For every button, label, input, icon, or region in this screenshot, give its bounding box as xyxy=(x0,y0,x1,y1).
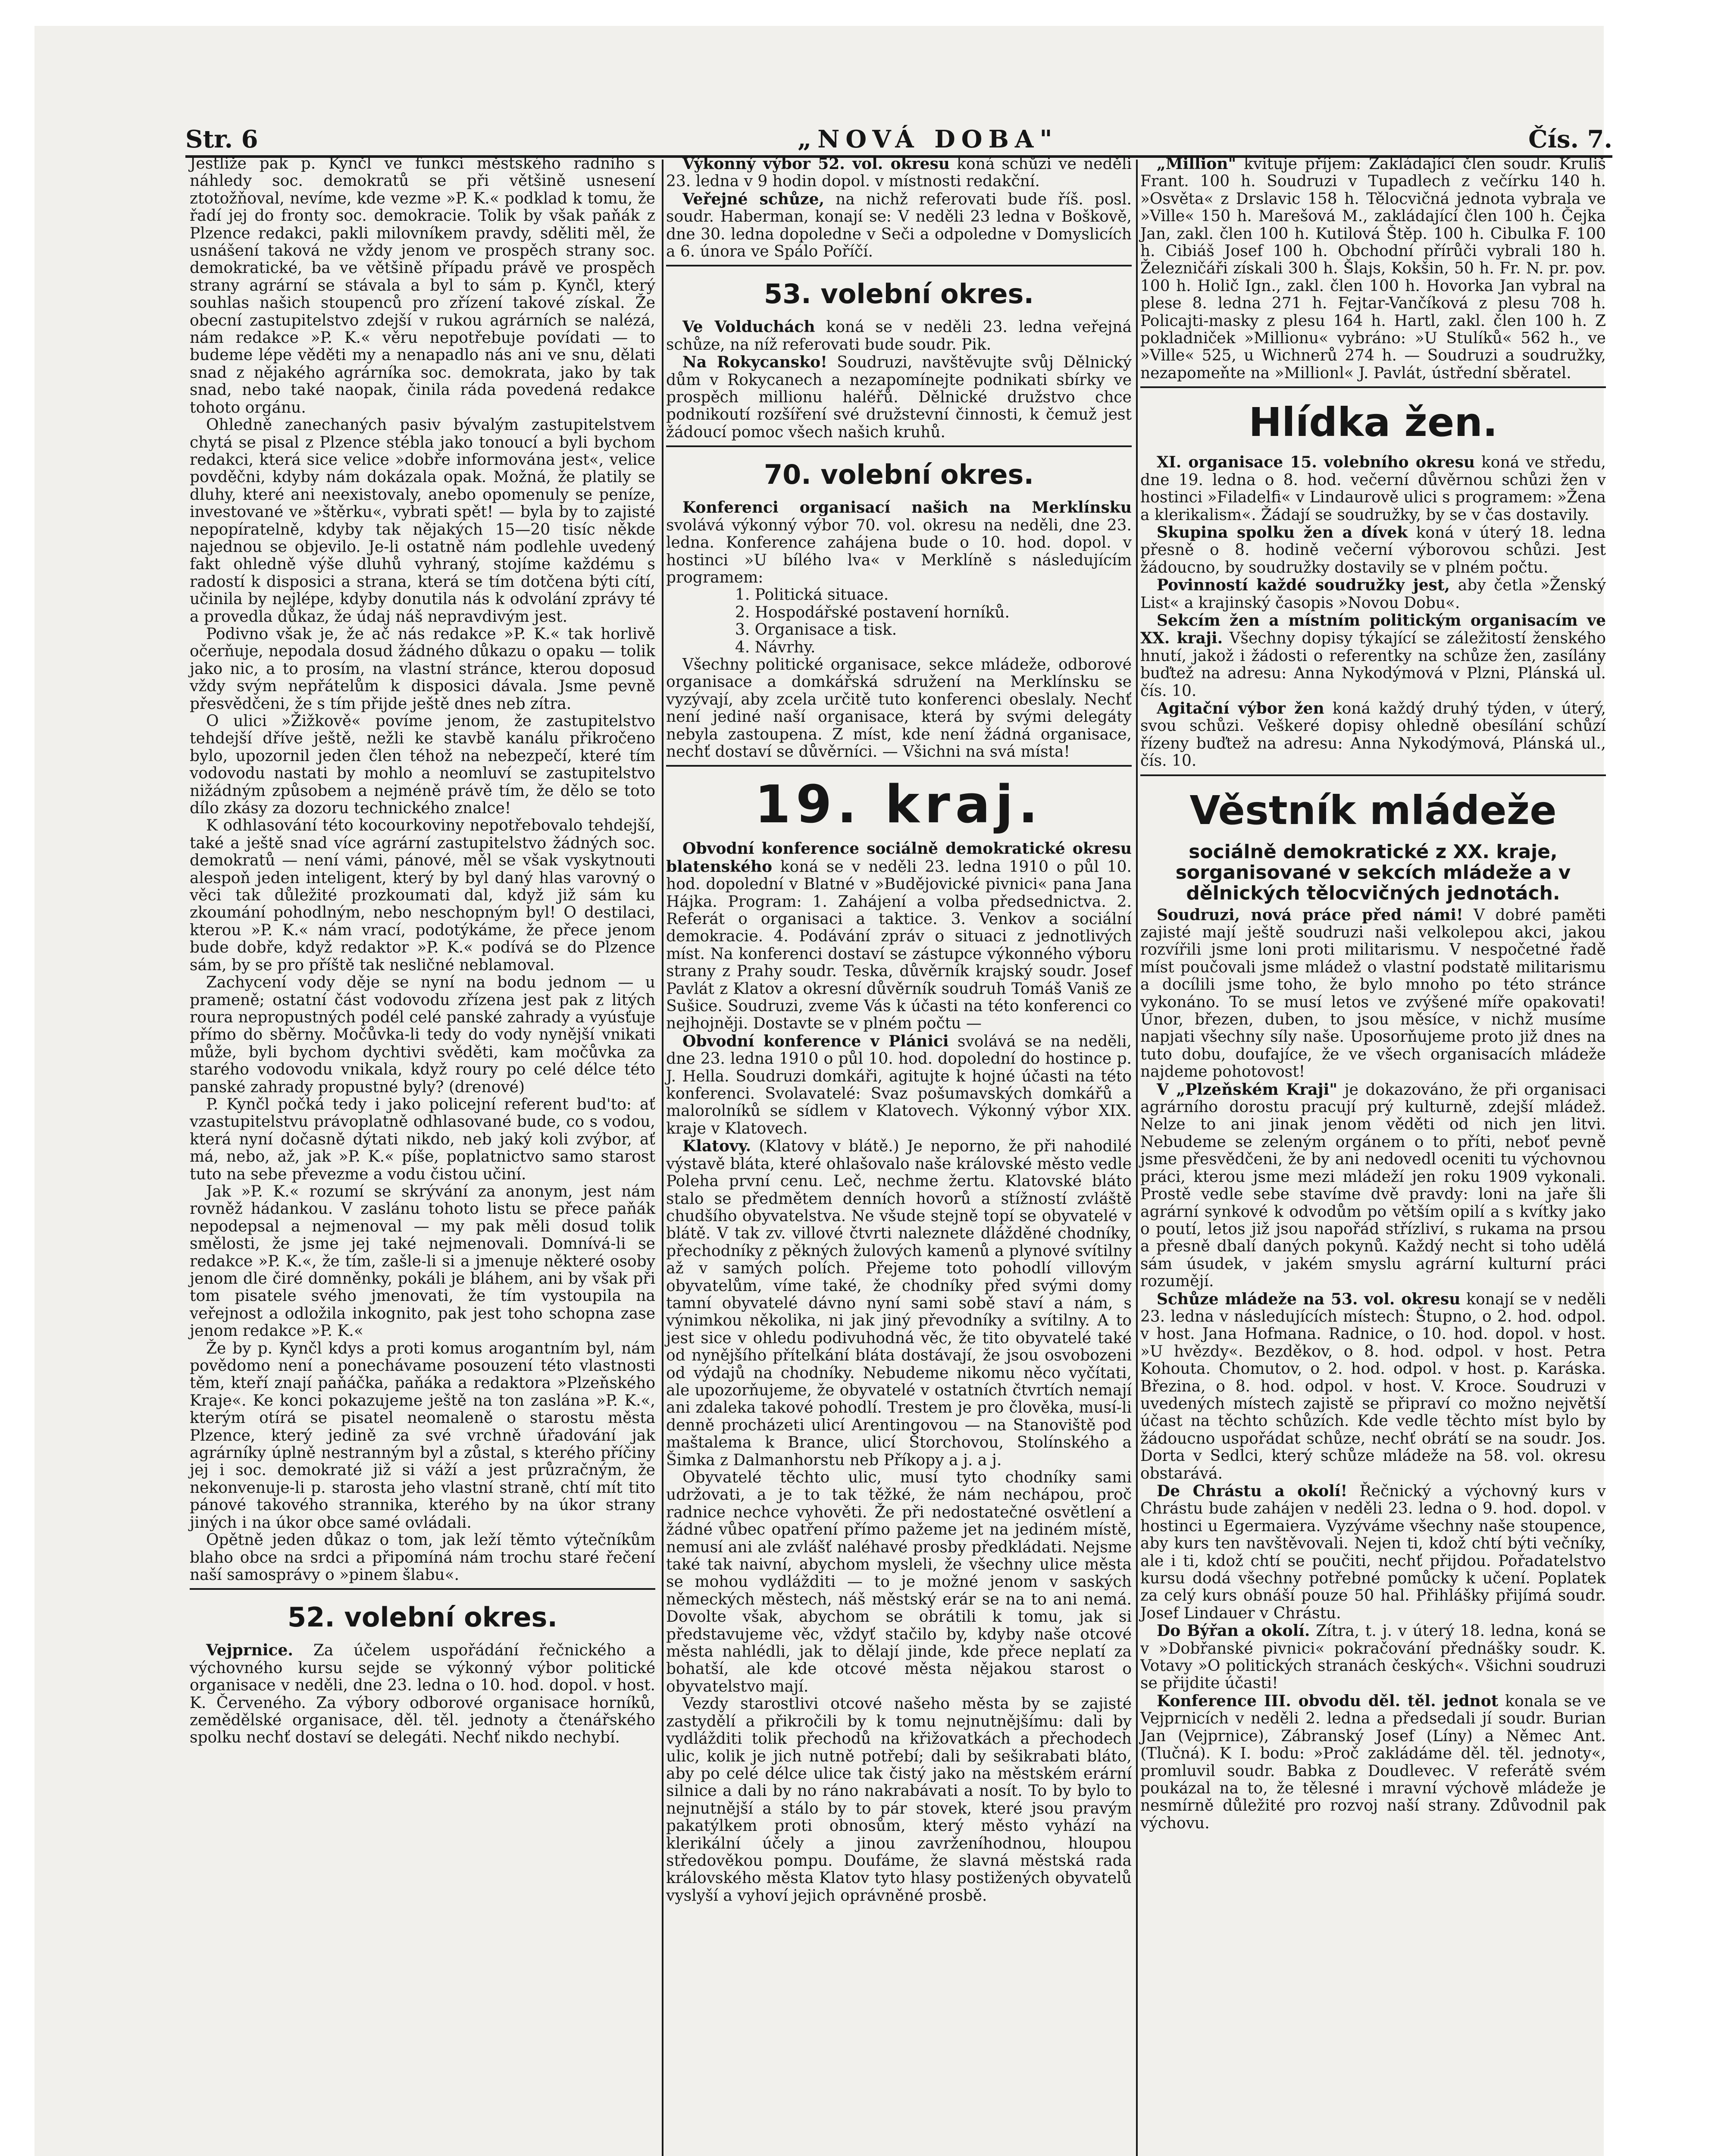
section-rule xyxy=(1140,386,1606,388)
item-lead: Konference III. obvodu děl. těl. jednot xyxy=(1157,1692,1499,1710)
item-text: V dobré paměti zajisté mají ještě soudruzi naši velkolepou akci, jakou rozvířili jsme loni proti militarismu. V nespočetné řadě míst poučovali jsme mládež o vlastní podstatě militarismu a docílili jsme toho, že bylo mnoho po této stránce vykonáno. To se musí letos ve zvýšené míře opakovati! Únor, březen, duben, to jsou měsíce, v nichž musíme napjati všechny síly naše. Uposorňujeme proto již dnes na tuto dobu, doufajíce, že ve všech organisacích mládeže najdeme pohotovost! xyxy=(1140,906,1606,1081)
item-lead: Soudruzi, nová práce před námi! xyxy=(1157,906,1463,924)
item-lead: Ve Volduchách xyxy=(682,318,815,336)
item-lead: Konferenci organisací našich na Merklínsku xyxy=(682,498,1132,517)
column-2 xyxy=(666,155,1132,2156)
item-text: koná v úterý 18. ledna přesně o 8. hodině večerní výborovou schůzi. Jest žádoucno, by soudružky dostavily se v plném počtu. xyxy=(1140,523,1606,577)
item-text: koná se v neděli 23. ledna veřejná schůze, na níž referovati bude soudr. Pik. xyxy=(666,318,1132,354)
newspaper-page xyxy=(34,26,1612,2156)
item-lead: Obvodní konference sociálně demokratické okresu blatenského xyxy=(666,840,1132,876)
col2-paragraph: Obyvatelé těchto ulic, musí tyto chodníky sami udržovati, a je to tak těžké, že nám nechápou, proč radnice nechce vyhověti. Že při nedostatečné osvětlení a žádné vůbec opatření přímo pažeme jet na jediném místě, nemusí ani ale zvlášť naléhavé prosby předkládati. Nejsme také tak naivní, abychom mysleli, že všechny ulice města se mohou vydlážditi — to je možné jenom v saských německých městech, náš městský erár se na to ani nemá. Dovolte však, abychom se obrátili k tomu, jak si představujeme věc, vždyť stačilo by, kdyby naše otcové města nahlédli, jak to dělají jinde, kde přece neplatí za bohatší, ale kde otcové města nějakou starost o obyvatelstvo mají. xyxy=(666,1469,1132,1695)
program-item: 4. Návrhy. xyxy=(735,638,816,656)
section-heading-youth: Věstník mládeže xyxy=(1189,787,1557,834)
item-lead: XI. organisace 15. volebního okresu xyxy=(1157,453,1475,472)
section-rule xyxy=(666,265,1132,266)
page-number: Str. 6 xyxy=(185,125,258,154)
item-lead: Veřejné schůze, xyxy=(682,190,825,208)
item-text: koná ve středu, dne 19. ledna o 8. hod. večerní důvěrnou schůzi žen v hostinci »Filadelfi« v Lindaurově ulici s programem: »Žena a klerikalism«. Žádají se soudružky, by se v čas dostavily. xyxy=(1140,454,1606,524)
item-lead: Skupina spolku žen a dívek xyxy=(1157,523,1408,542)
section-heading-women: Hlídka žen. xyxy=(1249,399,1498,446)
col1-paragraph: Jak »P. K.« rozumí se skrývání za anonym, jest nám rovněž hádankou. V zaslánu tohoto listu se přece paňák nepodepsal a nejmenoval — my pak měli dosud tolik smělosti, že jsme jej také nejmenovali. Domnívá-li se redakce »P. K.«, že tím, zašle-li si a jmenuje některé osoby jenom dle čiré domněnky, pokáli je bláhem, ani by však při tom pisatele svého jmenovati, že tím vystoupila na veřejnost a odložila inkognito, pak jest toho schopna zase jenom redakce »P. K.« xyxy=(190,1182,655,1340)
item-lead: Obvodní konference v Plánici xyxy=(682,1032,949,1050)
section-rule xyxy=(1140,774,1606,776)
section-heading-70: 70. volební okres. xyxy=(764,459,1034,491)
issue-number: Čís. 7. xyxy=(1528,125,1612,154)
program-item: 3. Organisace a tisk. xyxy=(735,621,897,639)
item-text: aby četla »Ženský List« a krajinský časopis »Novou Dobu«. xyxy=(1140,577,1606,612)
col2-paragraph: Vezdy starostlivi otcové našeho města by se zajisté zastydělí a přikročili by k tomu nejnutnějšímu: dali by vydlážditi tolik přechodů na křižovatkách a přechodech ulic, kolik je jich nutně potřebí; dali by sešikrabati bláto, aby po celé délce ulice tak čistý jako na městském erární silnice a dali by no ráno nakrabávati a nosít. To by bylo to nejnutnější a stálo by to pár stovek, které jsou pravým pakatýlkem proti obnosům, který město vyhází na klerikální účely a jinou zavrženíhodnou, hloupou středověkou pompu. Doufáme, že slavná městská rada královského města Klatov tyto hlasy postižených obyvatelů vyslyší a vyhoví jejich oprávněné prosbě. xyxy=(666,1695,1132,1905)
col1-paragraph: Jestliže pak p. Kynčl ve funkci městského radního s náhledy soc. demokratů se při většině usnesení ztotožňoval, nevíme, kde vezme »P. K.« podklad k tomu, že řadí jej do fronty soc. demokracie. Tolik by však paňák z Plzence redakci, pakli milovníkem pravdy, sděliti měl, že usnášení taková ne vždy jenom ve prospěch strany soc. demokratické, ba ve většině případu právě ve prospěch strany agrární se stávala a byl to sám p. Kynčl, který souhlas našich stoupenců pro zřízení takové získal. Že obecní zastupitelstvo zdejší v rukou agrárních se nalézá, nám redakce »P. K.« věru nepotřebuje povídati — to budeme lépe věděti my a nenapadlo nás ani ve snu, dělati snad z nějakého agrárníka soc. demokrata, jako by tak snad, nebo také naopak, činila ráda povedená redakce tohoto orgánu. xyxy=(190,155,655,417)
item-text: Řečnický a výchovný kurs v Chrástu bude zahájen v neděli 23. ledna o 9. hod. dopol. v hostinci u Egermaiera. Vyzýváme všechny naše stoupence, aby kurs ten navštěvovali. Nejen ti, kdož chtí býti večníky, ale i ti, kdož chtí se poučiti, nechť přijdou. Pořadatelstvo kursu dodá všechny potřebné pomůcky k učení. Poplatek za celý kurs obnáší pouze 50 hal. Přihlášky přijímá soudr. Josef Lindauer v Chrástu. xyxy=(1140,1482,1606,1622)
section-rule xyxy=(190,1588,655,1590)
col1-paragraph: Opětně jeden důkaz o tom, jak leží těmto výtečníkům blaho obce na srdci a připomíná nám trochu staré řečení naší samosprávy o »pinem šlabu«. xyxy=(190,1531,655,1584)
item-text: Za účelem uspořádání řečnického a výchovného kursu sejde se výkonný výbor politické organisace v neděli, dne 23. ledna o 10. hod. dopol. v host. K. Červeného. Za výbory odborové organisace horníků, zemědělské organisace, děl. těl. jednoty a čtenářského spolku nechť dostaví se delegáti. Nechť nikdo nechybí. xyxy=(190,1642,655,1747)
item-text: konala se ve Vejprnicích v neděli 2. ledna a předsedali jí soudr. Burian Jan (Vejprnice), Zábranský Josef (Líny) a Němec Ant. (Tlučná). K I. bodu: »Proč zakládáme děl. těl. jednoty«, promluvil soudr. Babka z Doudlevec. V referátě svém poukázal na to, že tělesné i mravní výchově mládeže je nesmírně důležité pro rozvoj naší strany. Zdůvodnil pak výchovu. xyxy=(1140,1692,1606,1832)
item-text: kvituje příjem: Zakládající člen soudr. Kruliš Frant. 100 h. Soudruzi v Tupadlech z večírku 140 h. »Osvěta« z Drslavic 158 h. Tělocvičná jednota vybrala ve »Ville« 150 h. Marešová M., zakládající člen 100 h. Čejka Jan, zakl. člen 100 h. Kutilová Štěp. 100 h. Cibulka F. 100 h. Cibiáš Josef 100 h. Obchodní přírůči vybrali 180 h. Železničáři získali 300 h. Šlajs, Kokšin, 50 h. Fr. N. pr. pov. 100 h. Holič Ign., zakl. člen 100 h. Hovorka Jan vybral na plese 8. ledna 271 h. Fejtar-Vančíková z plesu 708 h. Policajti-masky z plesu 164 h. Hartl, zakl. člen 100 h. Z pokladniček »Millionu« vybráno: »U Stulíků« 562 h., ve »Ville« 525, u Wichnerů 274 h. — Soudruzi a soudružky, nezapomeňte na »Millionl« J. Pavlát, ústřední sběratel. xyxy=(1140,155,1606,382)
item-lead: Vejprnice. xyxy=(206,1641,293,1660)
program-list xyxy=(666,586,1132,656)
item-text: Všechny dopisy týkající se záležitostí ženského hnutí, jakož i žádosti o referentky na schůze žen, zasílány buďtež na adresu: Anna Nykodýmová v Plzni, Plánská ul. čís. 10. xyxy=(1140,630,1606,700)
item-lead: Na Rokycansko! xyxy=(682,353,827,372)
item-text: konají se v neděli 23. ledna v následujících místech: Štupno, o 2. hod. odpol. v host. Jana Hofmana. Radnice, o 10. hod. dopol. v host. »U hvězdy«. Bezděkov, o 8. hod. odpol. v host. Petra Kohouta. Chomutov, o 2. hod. odpol. v host. p. Karáska. Březina, o 8. hod. odpol. v host. V. Kroce. Soudruzi v uvedených místech zajistě se připraví co možno největší účast na těchto schůzích. Kde vedle těchto míst bylo by žádoucno uspořádat schůze, nechť obrátí se na soudr. Jos. Dorta v Sedlci, který schůze mládeže na 58. vol. okresu obstarává. xyxy=(1140,1290,1606,1482)
page-header xyxy=(142,125,1612,160)
item-lead: Schůze mládeže na 53. vol. okresu xyxy=(1157,1290,1461,1308)
item-lead: Klatovy. xyxy=(682,1137,751,1156)
col1-paragraph: K odhlasování této kocourkoviny nepotřebovalo tehdejší, také a ještě snad více agrární zastupitelstvo žádných soc. demokratů — není vámi, pánové, měl se však vyskytnouti alespoň jeden inteligent, který by byl daný hlas varovný o věci tak důležité prozkoumati dal, když již sám ku zkoumání pohodlným, nebo neschopným byl! O destilaci, kterou »P. K.« nám vrací, podotýkáme, že přece jenom bude dobře, když redaktor »P. K.« podívá se do Plzence sám, by se pro příště tak nesličné neblamoval. xyxy=(190,817,655,974)
section-heading-19-kraj: 19. kraj. xyxy=(754,775,1043,835)
section-rule xyxy=(666,765,1132,767)
col1-paragraph: Že by p. Kynčl kdys a proti komus arogantním byl, nám povědomo není a ponechávame posouzení této vlastnosti těm, kteří znají paňáčka, paňáka a redaktora »Plzeňského Kraje«. Ke konci pokazujeme ještě na ton zaslána »P. K.«, kterým otírá se pisatel neomaleně o starostu města Plzence, který jedině za své vrchně úřadování jak agrárníky úplně nestranným byl a zůstal, s kterého příčiny jej i soc. demokraté již si váží a jest průzračným, že nekonvenuje-li p. starosta jeho vlastní straně, chtí mít tito pánové takového strannika, kterého by na úkor strany jiných i na úkor obce samé ovládali. xyxy=(190,1339,655,1532)
col1-paragraph: Podivno však je, že ač nás redakce »P. K.« tak horlivě očerňuje, nepodala dosud žádného důkazu o opaku — tolik jako nic, a to prosím, na vlastní stránce, kterou doposud vždy svým nepřátelům k disposici dávala. Jsme pevně přesvědčeni, že s tím přijde ještě dnes neb zítra. xyxy=(190,625,655,713)
col1-paragraph: P. Kynčl počká tedy i jako policejní referent bud'to: ať vzastupitelstvu právoplatně odhlasované bude, co s vodou, která nyní dočasně dýtati nikdo, neb jaký koli zvýbor, ať má, nebo, až, jak »P. K.« píše, poplatnictvo samo starost tuto na sebe převezme a vodu čistou učiní. xyxy=(190,1095,655,1183)
item-lead: Do Býřan a okolí. xyxy=(1157,1622,1310,1640)
section-heading-52: 52. volební okres. xyxy=(288,1601,557,1633)
column-3 xyxy=(1140,155,1606,2156)
item-lead: Výkonný výbor 52. vol. okresu xyxy=(682,155,950,173)
section-heading-53: 53. volební okres. xyxy=(764,278,1034,310)
masthead-title: „NOVÁ DOBA" xyxy=(798,125,1058,154)
item-lead: „Million" xyxy=(1157,155,1236,173)
item-text: Zítra, t. j. v úterý 18. ledna, koná se v »Dobřanské pivnici« pokračování přednášky soudr. K. Votavy »O politických stranách českých«. Všichni soudruzi se přijdite účasti! xyxy=(1140,1622,1606,1692)
item-text: koná se v neděli 23. ledna 1910 o půl 10. hod. dopolední v Blatné v »Budějovické pivnici« pana Jana Hájka. Program: 1. Zahájení a volba předsednictva. 2. Referát o organisaci a taktice. 3. Venkov a sociální demokracie. 4. Podávání zpráv o situaci z jednotlivých míst. Na konferenci dostaví se zástupce výkonného výboru strany z Prahy soudr. Teska, důvěrník krajský soudr. Josef Pavlát z Klatov a okresní důvěrník soudruh Tomáš Vaniš ze Sušice. Soudruzi, zveme Vás k účasti na této konferenci co nejhojněji. Dostavte se v plném počtu — xyxy=(666,858,1132,1033)
col1-paragraph: Zachycení vody děje se nyní na bodu jednom — u prameně; ostatní část vodovodu zřízena jest pak z litých roura nepropustných podél celé panské zahrady a vyúsťuje přímo do sběrny. Močůvka-li tedy do vody nynější vnikati může, byli bychom dychtivi svěděti, kam močůvka za starého vodovodu vnikala, když roury po celé délce této panské zahrady propustné byly? (drenové) xyxy=(190,974,655,1096)
col1-paragraph: Ohledně zanechaných pasiv bývalým zastupitelstvem chytá se pisal z Plzence stébla jako tonoucí a byli bychom redakci, která sice velice »dobře informována jest«, velice povděčni, kdyby nám dokázala opak. Možná, že platily se dluhy, které ani neexistovaly, anebo opomenuly se peníze, investované ve »štěrku«, vybrati spět! — byla by to zajisté nepopíratelně, kdyby tak nějakých 15—20 tisíc někde najednou se objevilo. Je-li ostatně nám podlehle uvedený fakt ohledně výše dluhů vyhraný, stojíme každému s radostí k disposici a strana, která se tím dotčena býti cítí, učinila by nejlépe, kdyby donutila nás k odvolání zprávy té a provedla důkaz, že údaj náš nepravdivým jest. xyxy=(190,416,655,626)
item-text: koná každý druhý týden, v úterý, svou schůzi. Veškeré dopisy ohledně obesílání schůzí řízeny buďtež na adresu: Anna Nykodýmová, Plánská ul., čís. 10. xyxy=(1140,699,1606,770)
column-divider-2 xyxy=(1136,160,1138,2156)
item-text: svolává se na neděli, dne 23. ledna 1910 o půl 10. hod. dopolední do hostince p. J. Hella. Soudruzi domkáři, agitujte k hojné účasti na této konferenci. Svolavatelé: Svaz pošumavských domkářů a malorolníků se sídlem v Klatovech. Výkonný výbor XIX. kraje v Klatovech. xyxy=(666,1032,1132,1138)
program-item: 1. Politická situace. xyxy=(735,586,889,604)
item-lead: Agitační výbor žen xyxy=(1157,699,1324,718)
item-text: je dokazováno, že při organisaci agrárního dorostu pracují prý kulturně, zdejší mládež. Nelze to ani jinak jenom věděti od nich jen litvi. Nebudeme se zeleným orgánem o to příti, neboť pevně jsme přesvědčeni, že by ani nedovedl oceniti tu výchovnou práci, kterou jsme mezi mládeží jen roku 1909 vykonali. Prostě vedle sebe stavíme dvě pravdy: loni na jaře šli agrární synkové k odvodům po větším opilí a s kvítky jako o poutí, letos již jsou napořád střízliví, s rukama na prsou a přesně dbalí daných pokynů. Každý necht si toho udělá sám úsudek, v jakém smyslu agrární kulturní práci rozumějí. xyxy=(1140,1081,1606,1291)
item-text: Soudruzi, navštěvujte svůj Dělnický dům v Rokycanech a nezapomínejte podnikati sbírky ve prospěch millionu haléřů. Dělnické družstvo chce podnikoutí rozšíření své družstevní činnosti, k čemuž jest žádoucí pomoc všech našich kruhů. xyxy=(666,354,1132,441)
item-text: (Klatovy v blátě.) Je neporno, že při nahodilé výstavě bláta, které ohlašovalo naše královské město vedle Poleha první cenu. Leč, nechme žertu. Klatovské bláto stalo se předmětem denních hovorů a stížností zvláště chudšího obyvatelstva. Ne všude stejně topí se obyvatelé v blátě. V tak zv. villové čtvrti naleznete dlážděné chodníky, přechodníky z pěkných žulových kamenů a plynové svítilny až v samých polích. Přejeme toto pohodlí villovým obyvatelům, víme také, že chodníky před svými domy tamní obyvatelé dávno nyní sami sobě staví a nám, s výnimkou několika, ni jak jiný převodníky a svítilny. A to jest sice v ohledu podivuhodná věc, že tito obyvatelé také od nynějšího přítelkání bláta dostávají, že jsou osvobozeni od výdajů na chodníky. Nebudeme nikomu něco vyčítati, ale upozorňujeme, že obyvatelé v ostatních čtvrtích nemají ani zdaleka takové pohodlí. Trestem je pro člověka, musí-li denně procházeti ulicí Arentingovou — na Stanoviště pod maštalema k Brance, ulicí Štorchovou, Stolínského a Šimka z Dalmanhorstu neb Příkopy a j. a j. xyxy=(666,1138,1132,1469)
program-item: 2. Hospodářské postavení horníků. xyxy=(735,603,1010,621)
column-1 xyxy=(190,155,655,2156)
item-lead: Povinností každé soudružky jest, xyxy=(1157,576,1450,595)
section-rule xyxy=(666,445,1132,447)
item-text: koná schůzi ve neděli 23. ledna v 9 hodin dopol. v místnosti redakční. xyxy=(666,155,1132,191)
section-subheading-youth: sociálně demokratické z XX. kraje, sorganisované v sekcích mládeže a v dělnických tělocvičných jednotách. xyxy=(1175,840,1571,904)
item-lead: Sekcím žen a místním politickým organisacím ve XX. kraji. xyxy=(1140,611,1606,648)
item-text: na nichž referovati bude říš. posl. soudr. Haberman, konají se: V neděli 23 ledna v Boškově, dne 30. ledna dopoledne v Seči a odpoledne v Domyslicích a 6. února ve Spálo Poříčí. xyxy=(666,190,1132,261)
item-text: svolává výkonný výbor 70. vol. okresu na neděli, dne 23. ledna. Konference zahájena bude o 10. hod. dopol. v hostinci »U bílého lva« v Merklíně s následujícím programem: xyxy=(666,516,1132,586)
col1-paragraph: O ulici »Žižkově« povíme jenom, že zastupitelstvo tehdejší dříve ještě, nežli ke stavbě kanálu přikročeno bylo, upozornil jeden člen téhož na nebezpečí, které tím vodovodu nastati by mohlo a neomluví se zastupitelstvo nižádným způsobem a nejméně právě tím, že dělo se toto dílo zkásy za dozoru technického znalce! xyxy=(190,712,655,818)
item-lead: De Chrástu a okolí! xyxy=(1157,1482,1348,1500)
item-lead: V „Plzeňském Kraji" xyxy=(1157,1080,1338,1099)
col2-paragraph: Všechny politické organisace, sekce mládeže, odborové organisace a domkářská sdružení na Merklínsku se vyzývají, aby zcela určitě tuto konferenci obeslaly. Nechť není jediné naší organisace, která by svými delegáty nebyla zastoupena. Z míst, kde není žádná organisace, nechť dostaví se důvěrníci. — Všichni na svá místa! xyxy=(666,655,1132,761)
column-divider-1 xyxy=(662,160,663,2156)
